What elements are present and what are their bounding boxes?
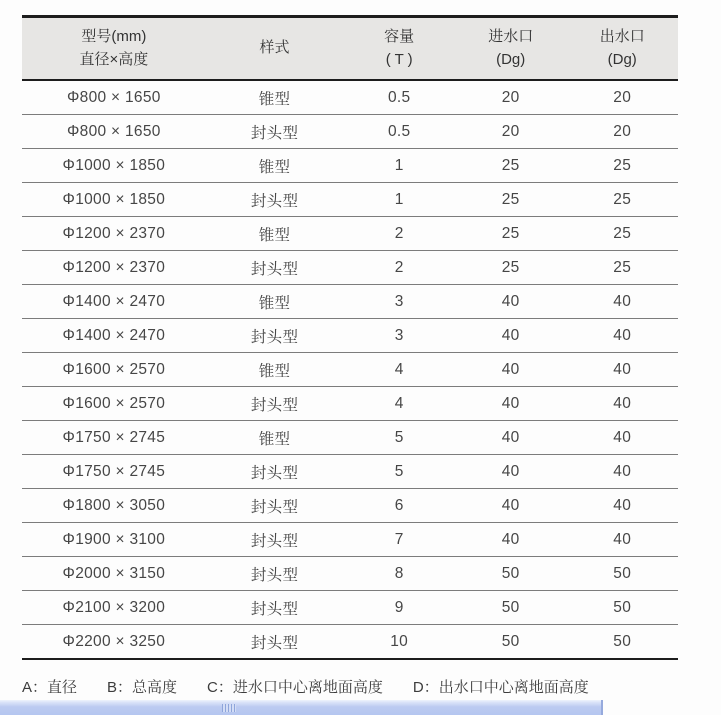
table-row [22, 251, 678, 285]
table-cell: 封头型 [206, 557, 344, 591]
table-cell: Φ1400 × 2470 [22, 285, 206, 319]
table-cell: 25 [566, 149, 678, 183]
table-row [22, 625, 678, 660]
table-cell: Φ2000 × 3150 [22, 557, 206, 591]
table-cell: 40 [566, 285, 678, 319]
table-cell: 40 [566, 421, 678, 455]
table-cell: Φ800 × 1650 [22, 115, 206, 149]
table-row [22, 591, 678, 625]
table-row [22, 353, 678, 387]
table-body [22, 80, 678, 659]
horizontal-scrollbar[interactable] [0, 700, 603, 715]
table-cell: Φ1750 × 2745 [22, 455, 206, 489]
table-cell: 50 [455, 557, 567, 591]
table-cell: 40 [566, 319, 678, 353]
table-cell: 封头型 [206, 115, 344, 149]
table-cell: 10 [343, 625, 455, 660]
table-cell: Φ800 × 1650 [22, 80, 206, 115]
header-line1: 型号(mm) [81, 28, 147, 45]
table-cell: 40 [566, 353, 678, 387]
legend [22, 676, 678, 697]
table-cell: 5 [343, 455, 455, 489]
table-cell: 40 [455, 387, 567, 421]
table-cell: 20 [566, 115, 678, 149]
header-line2: 直径×高度 [79, 50, 149, 68]
table-cell: 封头型 [206, 523, 344, 557]
spec-table [22, 15, 678, 660]
table-cell: 40 [455, 455, 567, 489]
table-cell: 50 [566, 625, 678, 660]
table-cell: 20 [455, 80, 567, 115]
table-cell: 封头型 [206, 625, 344, 660]
table-cell: 25 [455, 217, 567, 251]
legend-item-b: B：总高度 [107, 679, 178, 696]
table-row [22, 183, 678, 217]
table-cell: 2 [343, 251, 455, 285]
table-cell: Φ1400 × 2470 [22, 319, 206, 353]
table-cell: 封头型 [206, 489, 344, 523]
table-cell: 6 [343, 489, 455, 523]
table-cell: 40 [455, 353, 567, 387]
table-row [22, 285, 678, 319]
header-line2: (Dg) [607, 50, 637, 68]
table-cell: Φ1000 × 1850 [22, 183, 206, 217]
table-cell: 3 [343, 319, 455, 353]
table-cell: 40 [455, 489, 567, 523]
table-cell: 1 [343, 149, 455, 183]
table-cell: 50 [455, 591, 567, 625]
table-cell: Φ1600 × 2570 [22, 353, 206, 387]
scrollbar-grip-icon [222, 704, 236, 712]
spec-sheet [22, 15, 678, 697]
table-cell: Φ1600 × 2570 [22, 387, 206, 421]
table-cell: 20 [566, 80, 678, 115]
table-cell: 7 [343, 523, 455, 557]
table-cell: 0.5 [343, 115, 455, 149]
table-cell: 锥型 [206, 149, 344, 183]
table-cell: 封头型 [206, 319, 344, 353]
table-row [22, 523, 678, 557]
table-cell: 40 [566, 387, 678, 421]
table-cell: 5 [343, 421, 455, 455]
table-cell: 锥型 [206, 285, 344, 319]
col-header-model [22, 17, 206, 81]
table-cell: Φ1200 × 2370 [22, 217, 206, 251]
table-cell: 3 [343, 285, 455, 319]
table-row [22, 455, 678, 489]
table-cell: Φ1750 × 2745 [22, 421, 206, 455]
table-cell: 25 [455, 149, 567, 183]
col-header-outlet [566, 17, 678, 81]
table-cell: 锥型 [206, 217, 344, 251]
col-header-style [206, 17, 344, 81]
table-cell: Φ1200 × 2370 [22, 251, 206, 285]
table-cell: Φ2100 × 3200 [22, 591, 206, 625]
header-line1: 样式 [259, 39, 290, 57]
header-line1: 出水口 [599, 28, 645, 45]
table-cell: 25 [566, 217, 678, 251]
table-cell: 40 [566, 523, 678, 557]
table-cell: 25 [566, 251, 678, 285]
table-cell: 40 [455, 523, 567, 557]
table-cell: 封头型 [206, 455, 344, 489]
col-header-inlet [455, 17, 567, 81]
legend-item-a: A：直径 [22, 679, 78, 696]
table-cell: 40 [455, 421, 567, 455]
table-cell: 封头型 [206, 251, 344, 285]
table-cell: 40 [455, 319, 567, 353]
table-cell: 50 [566, 591, 678, 625]
table-row [22, 387, 678, 421]
table-cell: 4 [343, 387, 455, 421]
table-cell: 1 [343, 183, 455, 217]
table-header [22, 17, 678, 81]
table-cell: 25 [455, 183, 567, 217]
table-cell: 40 [566, 455, 678, 489]
table-row [22, 489, 678, 523]
header-line1: 容量 [384, 28, 415, 45]
table-cell: 4 [343, 353, 455, 387]
header-row [22, 17, 678, 81]
table-cell: 50 [455, 625, 567, 660]
legend-item-c: C：进水口中心离地面高度 [207, 679, 383, 696]
table-cell: 锥型 [206, 80, 344, 115]
table-cell: 40 [455, 285, 567, 319]
table-row [22, 149, 678, 183]
table-cell: 25 [455, 251, 567, 285]
table-cell: 8 [343, 557, 455, 591]
table-cell: 0.5 [343, 80, 455, 115]
table-cell: 封头型 [206, 183, 344, 217]
table-cell: 20 [455, 115, 567, 149]
table-row [22, 115, 678, 149]
table-cell: 2 [343, 217, 455, 251]
table-cell: 9 [343, 591, 455, 625]
header-line2: ( T ) [385, 50, 413, 68]
table-cell: 40 [566, 489, 678, 523]
table-cell: 25 [566, 183, 678, 217]
table-cell: 锥型 [206, 421, 344, 455]
table-cell: Φ2200 × 3250 [22, 625, 206, 660]
table-row [22, 217, 678, 251]
header-line1: 进水口 [488, 28, 534, 45]
legend-item-d: D：出水口中心离地面高度 [412, 679, 589, 696]
table-cell: 封头型 [206, 387, 344, 421]
table-row [22, 319, 678, 353]
table-row [22, 421, 678, 455]
col-header-capacity [343, 17, 455, 81]
table-cell: 50 [566, 557, 678, 591]
table-cell: 封头型 [206, 591, 344, 625]
table-row [22, 80, 678, 115]
header-line2: (Dg) [496, 50, 526, 68]
table-cell: 锥型 [206, 353, 344, 387]
table-row [22, 557, 678, 591]
table-cell: Φ1000 × 1850 [22, 149, 206, 183]
table-cell: Φ1900 × 3100 [22, 523, 206, 557]
table-cell: Φ1800 × 3050 [22, 489, 206, 523]
